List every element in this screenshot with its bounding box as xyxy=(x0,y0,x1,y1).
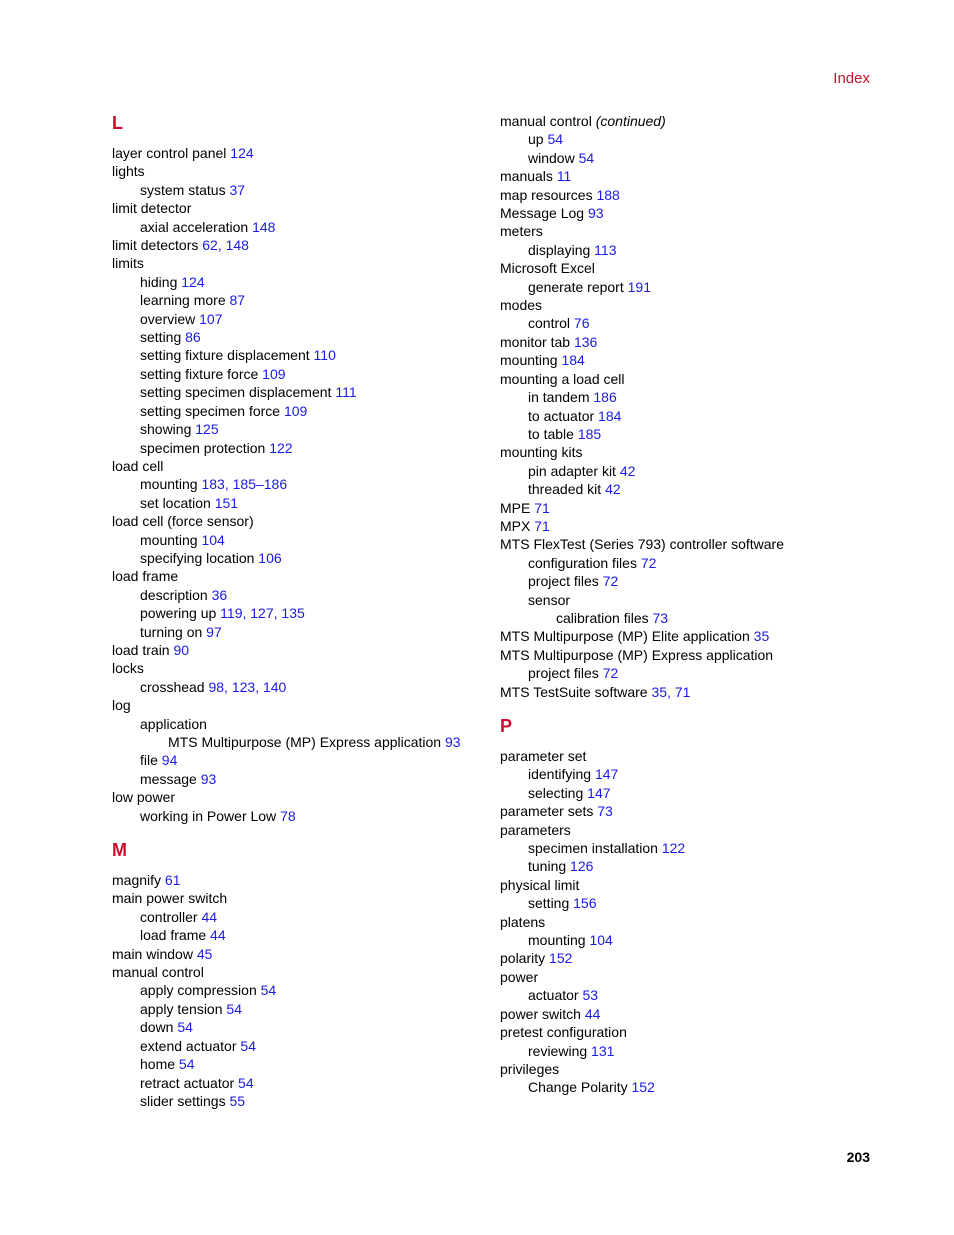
index-term: calibration files xyxy=(556,609,653,626)
page-link[interactable]: 191 xyxy=(627,278,651,295)
index-term: set location xyxy=(140,494,215,511)
index-term: load cell (force sensor) xyxy=(112,513,254,530)
page-link[interactable]: 35, 71 xyxy=(651,683,691,700)
index-term: platens xyxy=(500,913,546,930)
index-entry xyxy=(112,144,482,162)
page-link[interactable]: 109 xyxy=(262,365,286,382)
index-entry xyxy=(500,407,870,425)
index-entry xyxy=(112,199,482,217)
index-term: identifying xyxy=(528,766,595,783)
page-link[interactable]: 109 xyxy=(283,402,308,419)
index-term: limit detector xyxy=(112,200,192,217)
index-term: displaying xyxy=(528,241,595,258)
page-link[interactable]: 186 xyxy=(593,389,617,406)
index-term: pretest configuration xyxy=(500,1024,627,1041)
index-entry xyxy=(112,273,482,291)
index-entry xyxy=(500,986,870,1004)
index-entry xyxy=(500,278,870,296)
index-entry xyxy=(112,1037,482,1055)
index-entry xyxy=(500,517,870,535)
index-term: threaded kit xyxy=(528,481,606,498)
index-entry xyxy=(112,659,482,677)
page-link[interactable]: 78 xyxy=(280,807,296,824)
index-term: polarity xyxy=(500,950,550,967)
page-link[interactable]: 62, 148 xyxy=(202,237,249,254)
index-term: load train xyxy=(112,641,174,658)
section-gap xyxy=(500,701,870,715)
index-term: application xyxy=(140,715,207,732)
page-link[interactable]: 54 xyxy=(578,149,595,166)
index-entry xyxy=(500,839,870,857)
index-term: controller xyxy=(140,908,202,925)
index-entry xyxy=(112,807,482,825)
index-entry xyxy=(500,802,870,820)
index-term: parameters xyxy=(500,821,571,838)
index-term: manual control xyxy=(500,113,596,129)
page-link[interactable]: 72 xyxy=(602,573,619,590)
page-link[interactable]: 54 xyxy=(260,982,277,999)
page-link[interactable]: 188 xyxy=(596,186,620,203)
index-term: mounting xyxy=(528,932,590,949)
page-link[interactable]: 44 xyxy=(210,927,226,944)
page-link[interactable]: 97 xyxy=(206,623,222,640)
index-term: MTS Multipurpose (MP) Express application xyxy=(168,734,445,750)
index-term: setting xyxy=(140,329,186,346)
page-link[interactable]: 53 xyxy=(582,987,599,1004)
index-term: tuning xyxy=(528,858,571,875)
index-term: specifying location xyxy=(140,549,259,566)
index-entry xyxy=(500,204,870,222)
page-link[interactable]: 72 xyxy=(640,554,657,571)
index-entry xyxy=(112,181,482,199)
index-entry xyxy=(112,908,482,926)
index-entry xyxy=(500,1042,870,1060)
index-term: MPE xyxy=(500,499,535,516)
index-entry xyxy=(112,586,482,604)
page-link[interactable]: 71 xyxy=(534,517,550,534)
index-entry xyxy=(500,609,870,627)
index-term: to table xyxy=(528,425,578,442)
section-gap xyxy=(112,825,482,839)
page-link[interactable]: 54 xyxy=(177,1019,193,1036)
page-link[interactable]: 54 xyxy=(547,131,564,148)
index-term: specimen protection xyxy=(140,439,270,456)
index-term: locks xyxy=(112,660,144,677)
index-entry xyxy=(500,876,870,894)
index-term: map resources xyxy=(500,186,597,203)
page-link[interactable]: 42 xyxy=(605,481,621,498)
page-link[interactable]: 119, 127, 135 xyxy=(220,605,305,622)
index-term: actuator xyxy=(528,987,583,1004)
index-term: down xyxy=(140,1019,178,1036)
index-entry xyxy=(112,475,482,493)
page-link[interactable]: 110 xyxy=(313,347,336,364)
index-entry xyxy=(500,646,870,664)
index-entry xyxy=(500,554,870,572)
page-link[interactable]: 122 xyxy=(269,439,293,456)
index-term: pin adapter kit xyxy=(528,462,620,479)
index-entry xyxy=(500,314,870,332)
index-entry xyxy=(500,857,870,875)
index-term: project files xyxy=(528,573,603,590)
page-link[interactable]: 124 xyxy=(181,273,205,290)
page-link[interactable]: 76 xyxy=(573,315,590,332)
page-link[interactable]: 185 xyxy=(577,425,602,442)
index-entry xyxy=(112,439,482,457)
index-entry xyxy=(500,765,870,783)
page-link[interactable]: 54 xyxy=(178,1056,195,1073)
index-entry xyxy=(500,913,870,931)
index-entry xyxy=(500,167,870,185)
index-term: axial acceleration xyxy=(140,218,253,235)
index-term: MTS Multipurpose (MP) Elite application xyxy=(500,628,754,645)
index-term: control xyxy=(528,315,574,332)
index-term: turning on xyxy=(140,623,207,640)
index-term: powering up xyxy=(140,605,221,622)
index-term: MTS TestSuite software xyxy=(500,683,652,700)
index-term: privileges xyxy=(500,1060,560,1077)
index-entry xyxy=(500,388,870,406)
index-term: file xyxy=(140,752,162,769)
index-term: magnify xyxy=(112,872,165,889)
index-term: retract actuator xyxy=(140,1074,239,1091)
index-entry xyxy=(112,963,482,981)
index-entry xyxy=(112,457,482,475)
index-entry xyxy=(112,623,482,641)
section-letter: M xyxy=(112,840,127,861)
page-link[interactable]: 184 xyxy=(561,352,585,369)
index-entry xyxy=(112,346,482,364)
index-term: MTS FlexTest (Series 793) controller software xyxy=(500,536,784,553)
page-link[interactable]: 113 xyxy=(594,241,617,258)
index-term: hiding xyxy=(140,273,182,290)
index-term: apply compression xyxy=(140,982,261,999)
index-term: setting specimen displacement xyxy=(140,384,336,401)
index-entry xyxy=(112,402,482,420)
page-link[interactable]: 152 xyxy=(631,1079,655,1096)
page-link[interactable]: 107 xyxy=(199,310,223,327)
index-term: parameter set xyxy=(500,748,587,764)
index-term: generate report xyxy=(528,278,628,295)
index-term: MPX xyxy=(500,517,535,534)
page-link[interactable]: 45 xyxy=(196,945,213,962)
index-entry xyxy=(112,420,482,438)
index-term: setting fixture force xyxy=(140,365,263,382)
index-entry xyxy=(500,130,870,148)
index-entry xyxy=(500,259,870,277)
page-link[interactable]: 61 xyxy=(164,872,181,889)
page-link[interactable]: 93 xyxy=(445,734,461,750)
index-entry xyxy=(112,1055,482,1073)
index-entry xyxy=(500,1023,870,1041)
index-term: limit detectors xyxy=(112,237,203,254)
index-entry xyxy=(112,889,482,907)
index-term: description xyxy=(140,586,212,603)
page-link[interactable]: 36 xyxy=(211,586,228,603)
index-entry xyxy=(112,328,482,346)
index-term: load frame xyxy=(112,568,179,585)
index-entry xyxy=(500,112,870,130)
page-number: 203 xyxy=(846,1149,870,1165)
index-entry xyxy=(500,480,870,498)
index-entry xyxy=(500,149,870,167)
index-term: monitor tab xyxy=(500,333,574,350)
index-term: meters xyxy=(500,223,543,240)
index-entry xyxy=(500,535,870,553)
page-link[interactable]: 54 xyxy=(240,1037,256,1054)
index-entry xyxy=(112,641,482,659)
index-term: limits xyxy=(112,255,144,272)
index-entry xyxy=(112,162,482,180)
index-entry xyxy=(500,222,870,240)
page-link[interactable]: 122 xyxy=(661,840,686,857)
index-entry xyxy=(112,291,482,309)
index-term: main power switch xyxy=(112,890,228,907)
index-entry xyxy=(112,531,482,549)
page-link[interactable]: 44 xyxy=(584,1005,601,1022)
index-term: physical limit xyxy=(500,876,580,893)
index-entry xyxy=(112,567,482,585)
index-term: working in Power Low xyxy=(140,807,281,824)
index-term: learning more xyxy=(140,292,230,309)
page-link[interactable]: 106 xyxy=(258,549,282,566)
index-entry xyxy=(112,1074,482,1092)
index-entry xyxy=(500,1005,870,1023)
index-term: home xyxy=(140,1056,179,1073)
index-term: modes xyxy=(500,297,543,314)
index-entry xyxy=(500,683,870,701)
index-entry xyxy=(500,664,870,682)
index-entry xyxy=(500,351,870,369)
index-term: setting xyxy=(528,895,574,912)
page-link[interactable]: 126 xyxy=(570,858,594,875)
index-entry xyxy=(500,747,870,765)
index-entry xyxy=(500,931,870,949)
page-link[interactable]: 93 xyxy=(587,205,604,222)
index-term: window xyxy=(528,149,579,166)
index-term: configuration files xyxy=(528,554,641,571)
index-entry xyxy=(500,370,870,388)
page-link[interactable]: 87 xyxy=(229,292,246,309)
index-entry xyxy=(112,678,482,696)
page-link[interactable]: 72 xyxy=(602,665,619,682)
index-term: Message Log xyxy=(500,205,588,222)
index-entry xyxy=(500,591,870,609)
page-link[interactable]: 54 xyxy=(238,1074,254,1091)
page-link[interactable]: 183, 185–186 xyxy=(201,476,288,493)
index-entry xyxy=(112,254,482,272)
index-term: project files xyxy=(528,665,603,682)
index-column-left xyxy=(112,112,482,1110)
index-term: showing xyxy=(140,421,196,438)
index-term: MTS Multipurpose (MP) Express application xyxy=(500,646,774,663)
page-link[interactable]: 35 xyxy=(753,628,770,645)
page-link[interactable]: 44 xyxy=(201,908,218,925)
page-link[interactable]: 73 xyxy=(652,609,669,626)
index-term: overview xyxy=(140,310,200,327)
index-entry xyxy=(112,751,482,769)
index-entry xyxy=(500,333,870,351)
index-entry xyxy=(500,462,870,480)
page-link[interactable]: 55 xyxy=(229,1092,246,1109)
index-term: system status xyxy=(140,181,230,198)
index-term: up xyxy=(528,131,548,148)
index-term: to actuator xyxy=(528,407,599,424)
index-term: reviewing xyxy=(528,1042,592,1059)
index-term: low power xyxy=(112,789,176,806)
page-link[interactable]: 71 xyxy=(534,499,550,516)
index-entry xyxy=(112,770,482,788)
index-entry xyxy=(500,425,870,443)
index-term: parameter sets xyxy=(500,803,598,820)
index-entry xyxy=(112,788,482,806)
index-term: setting specimen force xyxy=(140,402,284,419)
index-entry xyxy=(500,968,870,986)
index-term: lights xyxy=(112,163,145,180)
index-term: mounting xyxy=(500,352,562,369)
index-term: crosshead xyxy=(140,678,209,695)
index-term: setting fixture displacement xyxy=(140,347,314,364)
index-entry xyxy=(500,572,870,590)
page-link[interactable]: 11 xyxy=(556,168,572,185)
index-entry xyxy=(500,949,870,967)
page-link[interactable]: 156 xyxy=(573,895,597,912)
index-entry xyxy=(500,241,870,259)
index-term: load cell xyxy=(112,457,164,474)
index-term: selecting xyxy=(528,784,588,801)
index-entry xyxy=(112,549,482,567)
page-link[interactable]: 42 xyxy=(619,462,636,479)
index-term: apply tension xyxy=(140,1000,227,1017)
index-entry xyxy=(112,310,482,328)
page-link[interactable]: 125 xyxy=(195,421,219,438)
index-entry xyxy=(500,443,870,461)
page-link[interactable]: 98, 123, 140 xyxy=(208,678,287,695)
index-term: mounting a load cell xyxy=(500,370,625,387)
page-link[interactable]: 147 xyxy=(594,766,619,783)
index-entry xyxy=(500,821,870,839)
index-entry xyxy=(500,1078,870,1096)
index-term: log xyxy=(112,697,131,714)
index-entry xyxy=(112,383,482,401)
page-link[interactable]: 93 xyxy=(200,770,217,787)
page-link[interactable]: 73 xyxy=(597,803,613,820)
index-term: in tandem xyxy=(528,389,594,406)
index-entry xyxy=(500,1060,870,1078)
page-link[interactable]: 86 xyxy=(185,329,201,346)
index-entry xyxy=(112,494,482,512)
page-link[interactable]: 104 xyxy=(201,531,225,548)
index-term: main window xyxy=(112,945,197,962)
index-entry xyxy=(112,604,482,622)
page-link[interactable]: 131 xyxy=(591,1042,615,1059)
page-link[interactable]: 37 xyxy=(229,181,246,198)
index-term: sensor xyxy=(528,591,571,608)
index-term: extend actuator xyxy=(140,1037,241,1054)
page-link[interactable]: 124 xyxy=(230,145,254,161)
index-term: Microsoft Excel xyxy=(500,260,595,277)
index-term: manuals xyxy=(500,168,557,185)
index-entry xyxy=(112,926,482,944)
index-entry xyxy=(500,784,870,802)
page-link[interactable]: 151 xyxy=(214,494,239,511)
page-link[interactable]: 54 xyxy=(226,1000,242,1017)
index-term: manual control xyxy=(112,964,204,981)
index-entry xyxy=(500,894,870,912)
index-term: power switch xyxy=(500,1005,585,1022)
page-link[interactable]: 104 xyxy=(589,932,613,949)
section-letter: L xyxy=(112,113,123,133)
index-entry xyxy=(500,627,870,645)
page-link[interactable]: 136 xyxy=(573,333,598,350)
page-link[interactable]: 94 xyxy=(161,752,178,769)
index-term: load frame xyxy=(140,927,211,944)
index-entry xyxy=(112,1092,482,1110)
page-link[interactable]: 147 xyxy=(587,784,611,801)
index-entry xyxy=(112,696,482,714)
index-entry xyxy=(112,945,482,963)
index-term: mounting kits xyxy=(500,444,583,461)
index-entry xyxy=(112,715,482,733)
index-term: message xyxy=(140,770,201,787)
index-term: slider settings xyxy=(140,1092,230,1109)
index-entry xyxy=(112,1000,482,1018)
index-term: specimen installation xyxy=(528,840,662,857)
index-entry xyxy=(112,1018,482,1036)
index-term: mounting xyxy=(140,476,202,493)
page-link[interactable]: 90 xyxy=(173,641,190,658)
index-entry xyxy=(500,296,870,314)
index-entry xyxy=(500,186,870,204)
index-entry xyxy=(112,981,482,999)
page-link[interactable]: 152 xyxy=(549,950,573,967)
index-term: layer control panel xyxy=(112,145,231,161)
index-entry xyxy=(112,871,482,889)
header-title: Index xyxy=(833,70,870,87)
index-entry xyxy=(112,218,482,236)
index-term: Change Polarity xyxy=(528,1079,632,1096)
index-entry xyxy=(112,512,482,530)
index-entry xyxy=(500,499,870,517)
index-entry xyxy=(112,236,482,254)
index-term: power xyxy=(500,968,539,985)
index-column-right xyxy=(500,112,870,1097)
index-term: mounting xyxy=(140,531,202,548)
page-link[interactable]: 184 xyxy=(598,407,622,424)
index-entry xyxy=(112,733,482,751)
page-link[interactable]: 148 xyxy=(252,218,276,235)
continued-note: (continued) xyxy=(595,113,666,129)
index-entry xyxy=(112,365,482,383)
page-link[interactable]: 111 xyxy=(335,384,357,401)
section-letter: P xyxy=(500,716,513,736)
